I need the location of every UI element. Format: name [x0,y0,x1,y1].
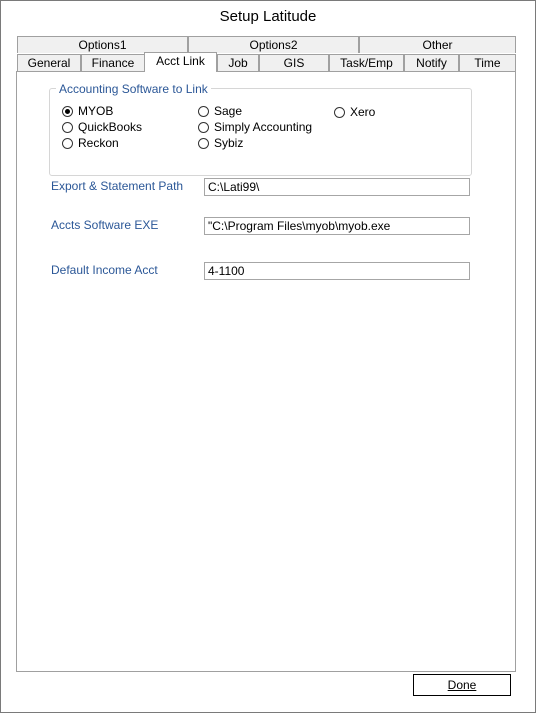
radio-xero[interactable] [334,105,375,119]
radio-sage[interactable] [198,104,242,118]
radio-unselected-icon [198,122,209,133]
done-label: Done [447,678,477,692]
tab-other[interactable]: Other [359,36,516,53]
export-path-label: Export & Statement Path [51,179,184,193]
radio-unselected-icon [62,138,73,149]
radio-label: Reckon [78,136,119,150]
tab-options1[interactable]: Options1 [17,36,188,53]
tab-time[interactable]: Time [459,54,516,71]
radio-label: Simply Accounting [214,120,313,134]
tab-notify[interactable]: Notify [404,54,459,71]
done-button[interactable] [413,674,511,696]
tab-acct-link[interactable]: Acct Link [144,52,217,72]
export-path-input[interactable]: C:\Lati99\ [204,178,470,196]
tab-options2[interactable]: Options2 [188,36,359,53]
income-acct-label: Default Income Acct [51,263,158,277]
radio-simply-accounting[interactable] [198,120,312,134]
radio-unselected-icon [334,107,345,118]
radio-unselected-icon [198,106,209,117]
tab-job[interactable]: Job [217,54,259,71]
radio-quickbooks[interactable] [62,120,142,134]
radio-myob[interactable] [62,104,113,118]
title-bar[interactable] [1,1,535,33]
tab-gis[interactable]: GIS [259,54,329,71]
radio-sybiz[interactable] [198,136,243,150]
tab-task-emp[interactable]: Task/Emp [329,54,404,71]
tab-finance[interactable]: Finance [81,54,145,71]
radio-label: Xero [350,105,376,119]
radio-unselected-icon [62,122,73,133]
income-acct-input[interactable]: 4-1100 [204,262,470,280]
radio-reckon[interactable] [62,136,119,150]
tab-general[interactable]: General [17,54,81,71]
radio-label: Sage [214,104,243,118]
radio-label: QuickBooks [78,120,143,134]
radio-label: Sybiz [214,136,244,150]
group-title: Accounting Software to Link [56,82,211,96]
software-exe-label: Accts Software EXE [51,218,159,232]
radio-unselected-icon [198,138,209,149]
window-title: Setup Latitude [219,8,317,25]
software-exe-input[interactable]: "C:\Program Files\myob\myob.exe [204,217,470,235]
radio-label: MYOB [78,104,114,118]
radio-selected-icon [62,106,73,117]
